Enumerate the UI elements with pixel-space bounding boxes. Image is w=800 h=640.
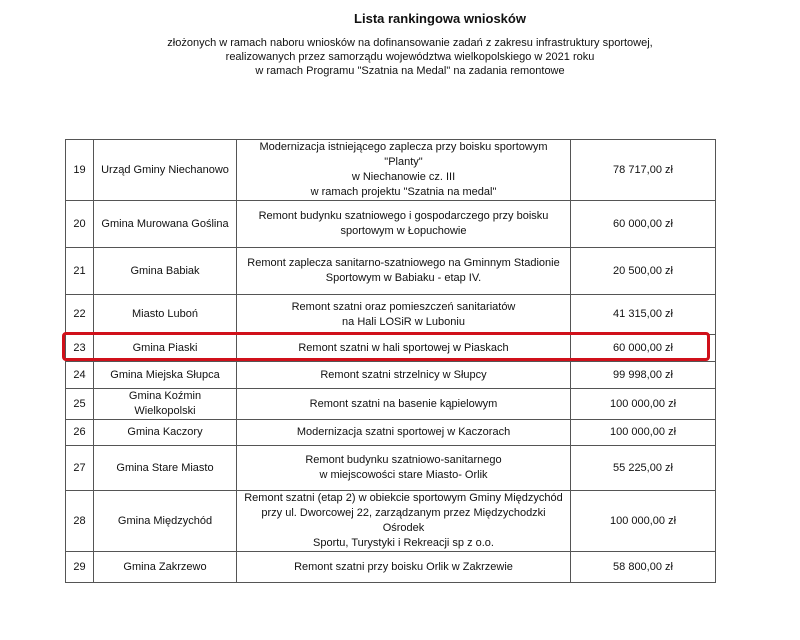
- project-description: Modernizacja istniejącego zaplecza przy boisku sportowym "Planty" w Niechanowie cz. III w ramach projektu "Szatnia na medal": [237, 140, 571, 201]
- project-description: Remont szatni przy boisku Orlik w Zakrzewie: [237, 552, 571, 583]
- table-row: [66, 552, 716, 583]
- applicant-name: Gmina Stare Miasto: [94, 446, 237, 491]
- grant-amount: 60 000,00 zł: [571, 335, 716, 362]
- project-description: Modernizacja szatni sportowej w Kaczorach: [237, 420, 571, 446]
- grant-amount: 100 000,00 zł: [571, 389, 716, 420]
- subtitle-line-1: złożonych w ramach naboru wniosków na dofinansowanie zadań z zakresu infrastruktury sportowej,: [167, 37, 653, 49]
- row-number: 27: [66, 446, 94, 491]
- project-description: Remont szatni na basenie kąpielowym: [237, 389, 571, 420]
- grant-amount: 100 000,00 zł: [571, 420, 716, 446]
- subtitle-line-2: realizowanych przez samorządu województwa wielkopolskiego w 2021 roku: [225, 51, 595, 63]
- table-row: [66, 295, 716, 335]
- table-row: [66, 420, 716, 446]
- subtitle-line-3: w ramach Programu "Szatnia na Medal" na zadania remontowe: [255, 65, 565, 77]
- ranking-table: [65, 139, 716, 583]
- row-number: 26: [66, 420, 94, 446]
- table-row: [66, 491, 716, 552]
- project-description: Remont zaplecza sanitarno-szatniowego na Gminnym Stadionie Sportowym w Babiaku - etap IV.: [237, 248, 571, 295]
- table-row: [66, 362, 716, 389]
- project-description: Remont szatni oraz pomieszczeń sanitariatów na Hali LOSiR w Luboniu: [237, 295, 571, 335]
- grant-amount: 60 000,00 zł: [571, 201, 716, 248]
- row-number: 22: [66, 295, 94, 335]
- row-number: 29: [66, 552, 94, 583]
- table-row: [66, 248, 716, 295]
- row-number: 23: [66, 335, 94, 362]
- applicant-name: Gmina Kaczory: [94, 420, 237, 446]
- applicant-name: Gmina Murowana Goślina: [94, 201, 237, 248]
- table-row: [66, 201, 716, 248]
- project-description: Remont szatni (etap 2) w obiekcie sportowym Gminy Międzychód przy ul. Dworcowej 22, zarządzanym przez Międzychodzki Ośrodek Sportu, Turystyki i Rekreacji sp z o.o.: [237, 491, 571, 552]
- grant-amount: 100 000,00 zł: [571, 491, 716, 552]
- document-title: Lista rankingowa wniosków: [354, 11, 526, 26]
- grant-amount: 78 717,00 zł: [571, 140, 716, 201]
- applicant-name: Gmina Koźmin Wielkopolski: [94, 389, 237, 420]
- project-description: Remont szatni w hali sportowej w Piaskach: [237, 335, 571, 362]
- applicant-name: Gmina Babiak: [94, 248, 237, 295]
- applicant-name: Miasto Luboń: [94, 295, 237, 335]
- table-row: [66, 389, 716, 420]
- applicant-name: Gmina Międzychód: [94, 491, 237, 552]
- grant-amount: 55 225,00 zł: [571, 446, 716, 491]
- grant-amount: 99 998,00 zł: [571, 362, 716, 389]
- grant-amount: 58 800,00 zł: [571, 552, 716, 583]
- table-row-highlighted: [66, 335, 716, 362]
- row-number: 28: [66, 491, 94, 552]
- project-description: Remont szatni strzelnicy w Słupcy: [237, 362, 571, 389]
- grant-amount: 20 500,00 zł: [571, 248, 716, 295]
- project-description: Remont budynku szatniowego i gospodarczego przy boisku sportowym w Łopuchowie: [237, 201, 571, 248]
- table-row: [66, 140, 716, 201]
- row-number: 25: [66, 389, 94, 420]
- row-number: 24: [66, 362, 94, 389]
- applicant-name: Urząd Gminy Niechanowo: [94, 140, 237, 201]
- applicant-name: Gmina Piaski: [94, 335, 237, 362]
- table-row: [66, 446, 716, 491]
- row-number: 19: [66, 140, 94, 201]
- project-description: Remont budynku szatniowo-sanitarnego w miejscowości stare Miasto- Orlik: [237, 446, 571, 491]
- grant-amount: 41 315,00 zł: [571, 295, 716, 335]
- applicant-name: Gmina Miejska Słupca: [94, 362, 237, 389]
- applicant-name: Gmina Zakrzewo: [94, 552, 237, 583]
- row-number: 21: [66, 248, 94, 295]
- row-number: 20: [66, 201, 94, 248]
